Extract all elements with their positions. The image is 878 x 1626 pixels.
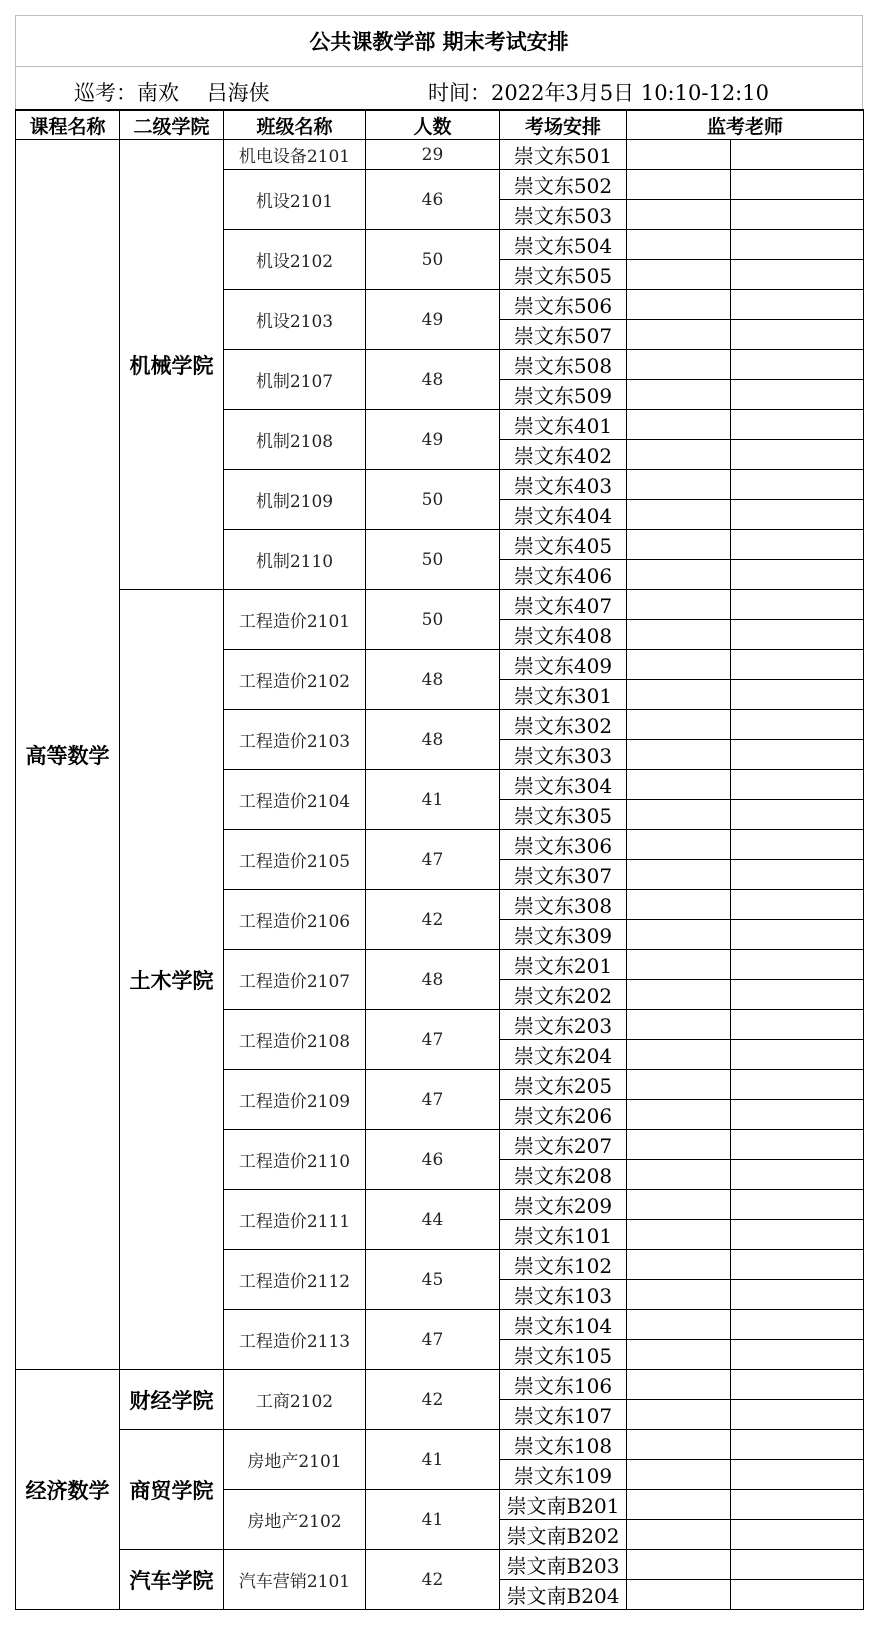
exam-room-cell: 崇文东301 [500,680,627,710]
teacher-cell-1[interactable] [627,1040,731,1070]
exam-schedule-sheet [15,15,863,1610]
course-name-cell: 高等数学 [16,140,120,1370]
exam-room-cell: 崇文东504 [500,230,627,260]
teacher-cell-2[interactable] [731,1040,864,1070]
student-count-cell: 50 [366,530,500,590]
class-name-cell: 工程造价2104 [224,770,366,830]
exam-room-cell: 崇文东306 [500,830,627,860]
exam-room-cell: 崇文东401 [500,410,627,440]
teacher-cell-1[interactable] [627,200,731,230]
teacher-cell-2[interactable] [731,530,864,560]
exam-room-cell: 崇文东502 [500,170,627,200]
invigilator-line: 巡考：南欢 吕海侠 [74,81,270,105]
teacher-cell-2[interactable] [731,740,864,770]
class-name-cell: 机制2108 [224,410,366,470]
teacher-cell-2[interactable] [731,680,864,710]
teacher-cell-2[interactable] [731,320,864,350]
teacher-cell-2[interactable] [731,140,864,170]
exam-room-cell: 崇文南B202 [500,1520,627,1550]
exam-room-cell: 崇文东303 [500,740,627,770]
teacher-cell-2[interactable] [731,230,864,260]
student-count-cell: 42 [366,1550,500,1610]
teacher-cell-1[interactable] [627,740,731,770]
teacher-cell-2[interactable] [731,1310,864,1340]
exam-room-cell: 崇文东407 [500,590,627,620]
teacher-cell-2[interactable] [731,440,864,470]
exam-room-cell: 崇文东508 [500,350,627,380]
teacher-cell-1[interactable] [627,1160,731,1190]
class-name-cell: 工程造价2107 [224,950,366,1010]
exam-room-cell: 崇文南B204 [500,1580,627,1610]
student-count-cell: 47 [366,1070,500,1130]
teacher-cell-2[interactable] [731,1340,864,1370]
class-name-cell: 机设2103 [224,290,366,350]
header-count: 人数 [366,110,500,140]
teacher-cell-1[interactable] [627,1190,731,1220]
teacher-cell-1[interactable] [627,950,731,980]
header-class: 班级名称 [224,110,366,140]
sheet-title: 公共课教学部 期末考试安排 [15,15,863,66]
teacher-cell-1[interactable] [627,170,731,200]
class-name-cell: 工程造价2106 [224,890,366,950]
teacher-cell-2[interactable] [731,1220,864,1250]
teacher-cell-2[interactable] [731,920,864,950]
teacher-cell-1[interactable] [627,530,731,560]
class-name-cell: 工程造价2111 [224,1190,366,1250]
teacher-cell-1[interactable] [627,1400,731,1430]
student-count-cell: 49 [366,410,500,470]
teacher-cell-1[interactable] [627,1370,731,1400]
teacher-cell-1[interactable] [627,680,731,710]
teacher-cell-1[interactable] [627,410,731,440]
class-name-cell: 机设2101 [224,170,366,230]
exam-room-cell: 崇文东505 [500,260,627,290]
teacher-cell-1[interactable] [627,620,731,650]
student-count-cell: 44 [366,1190,500,1250]
class-name-cell: 机设2102 [224,230,366,290]
teacher-cell-1[interactable] [627,920,731,950]
teacher-cell-2[interactable] [731,1100,864,1130]
class-name-cell: 工程造价2103 [224,710,366,770]
teacher-cell-2[interactable] [731,1130,864,1160]
student-count-cell: 41 [366,1490,500,1550]
exam-room-cell: 崇文东102 [500,1250,627,1280]
teacher-cell-1[interactable] [627,440,731,470]
teacher-cell-2[interactable] [731,1430,864,1460]
class-name-cell: 房地产2101 [224,1430,366,1490]
class-name-cell: 工程造价2101 [224,590,366,650]
teacher-cell-2[interactable] [731,380,864,410]
exam-room-cell: 崇文东201 [500,950,627,980]
teacher-cell-1[interactable] [627,470,731,500]
exam-room-cell: 崇文东106 [500,1370,627,1400]
student-count-cell: 46 [366,1130,500,1190]
student-count-cell: 41 [366,1430,500,1490]
time-line: 时间：2022年3月5日 10:10-12:10 [428,81,769,105]
exam-room-cell: 崇文南B201 [500,1490,627,1520]
teacher-cell-1[interactable] [627,1550,731,1580]
teacher-cell-1[interactable] [627,650,731,680]
teacher-cell-1[interactable] [627,800,731,830]
teacher-cell-1[interactable] [627,980,731,1010]
table-row [16,1430,864,1460]
exam-room-cell: 崇文东509 [500,380,627,410]
teacher-cell-2[interactable] [731,1010,864,1040]
exam-room-cell: 崇文东209 [500,1190,627,1220]
teacher-cell-2[interactable] [731,290,864,320]
teacher-cell-1[interactable] [627,1070,731,1100]
teacher-cell-2[interactable] [731,1370,864,1400]
college-name-cell: 机械学院 [120,140,224,590]
student-count-cell: 47 [366,1310,500,1370]
student-count-cell: 47 [366,830,500,890]
teacher-cell-2[interactable] [731,980,864,1010]
teacher-cell-2[interactable] [731,590,864,620]
class-name-cell: 工程造价2113 [224,1310,366,1370]
teacher-cell-2[interactable] [731,770,864,800]
student-count-cell: 50 [366,230,500,290]
teacher-cell-2[interactable] [731,560,864,590]
student-count-cell: 48 [366,950,500,1010]
teacher-cell-1[interactable] [627,1130,731,1160]
teacher-cell-1[interactable] [627,320,731,350]
teacher-cell-2[interactable] [731,800,864,830]
course-name-cell: 经济数学 [16,1370,120,1610]
teacher-cell-1[interactable] [627,590,731,620]
teacher-cell-2[interactable] [731,1250,864,1280]
teacher-cell-2[interactable] [731,950,864,980]
schedule-body [16,140,864,1610]
teacher-cell-1[interactable] [627,890,731,920]
teacher-cell-1[interactable] [627,860,731,890]
teacher-cell-2[interactable] [731,170,864,200]
teacher-cell-2[interactable] [731,1190,864,1220]
teacher-cell-2[interactable] [731,710,864,740]
class-name-cell: 工程造价2105 [224,830,366,890]
college-name-cell: 土木学院 [120,590,224,1370]
student-count-cell: 48 [366,710,500,770]
teacher-cell-1[interactable] [627,1520,731,1550]
teacher-cell-2[interactable] [731,890,864,920]
exam-room-cell: 崇文东104 [500,1310,627,1340]
teacher-cell-1[interactable] [627,710,731,740]
teacher-cell-1[interactable] [627,1010,731,1040]
student-count-cell: 42 [366,1370,500,1430]
teacher-cell-1[interactable] [627,500,731,530]
teacher-cell-1[interactable] [627,1310,731,1340]
exam-room-cell: 崇文东501 [500,140,627,170]
student-count-cell: 49 [366,290,500,350]
student-count-cell: 47 [366,1010,500,1070]
exam-room-cell: 崇文东109 [500,1460,627,1490]
teacher-cell-2[interactable] [731,1580,864,1610]
teacher-cell-1[interactable] [627,560,731,590]
exam-room-cell: 崇文东302 [500,710,627,740]
exam-room-cell: 崇文东105 [500,1340,627,1370]
header-course: 课程名称 [16,110,120,140]
header-room: 考场安排 [500,110,627,140]
exam-room-cell: 崇文东402 [500,440,627,470]
teacher-cell-1[interactable] [627,1460,731,1490]
class-name-cell: 工程造价2110 [224,1130,366,1190]
header-row [16,110,864,140]
teacher-cell-1[interactable] [627,1430,731,1460]
teacher-cell-2[interactable] [731,410,864,440]
student-count-cell: 45 [366,1250,500,1310]
college-name-cell: 商贸学院 [120,1430,224,1550]
teacher-cell-1[interactable] [627,1490,731,1520]
exam-room-cell: 崇文东406 [500,560,627,590]
teacher-cell-2[interactable] [731,860,864,890]
teacher-cell-1[interactable] [627,770,731,800]
class-name-cell: 工商2102 [224,1370,366,1430]
teacher-cell-1[interactable] [627,1280,731,1310]
class-name-cell: 机制2109 [224,470,366,530]
teacher-cell-1[interactable] [627,830,731,860]
class-name-cell: 工程造价2102 [224,650,366,710]
exam-room-cell: 崇文东103 [500,1280,627,1310]
teacher-cell-2[interactable] [731,1280,864,1310]
header-college: 二级学院 [120,110,224,140]
student-count-cell: 50 [366,470,500,530]
teacher-cell-2[interactable] [731,1550,864,1580]
teacher-cell-1[interactable] [627,350,731,380]
exam-room-cell: 崇文东101 [500,1220,627,1250]
teacher-cell-2[interactable] [731,500,864,530]
class-name-cell: 机制2107 [224,350,366,410]
student-count-cell: 29 [366,140,500,170]
table-row [16,1550,864,1580]
teacher-cell-2[interactable] [731,830,864,860]
class-name-cell: 工程造价2112 [224,1250,366,1310]
teacher-cell-2[interactable] [731,1520,864,1550]
teacher-cell-2[interactable] [731,1460,864,1490]
table-row [16,140,864,170]
exam-room-cell: 崇文东208 [500,1160,627,1190]
college-name-cell: 财经学院 [120,1370,224,1430]
class-name-cell: 机制2110 [224,530,366,590]
student-count-cell: 42 [366,890,500,950]
class-name-cell: 汽车营销2101 [224,1550,366,1610]
exam-room-cell: 崇文东205 [500,1070,627,1100]
teacher-cell-1[interactable] [627,1580,731,1610]
student-count-cell: 48 [366,650,500,710]
exam-room-cell: 崇文东309 [500,920,627,950]
teacher-cell-1[interactable] [627,140,731,170]
class-name-cell: 工程造价2108 [224,1010,366,1070]
table-row [16,590,864,620]
student-count-cell: 41 [366,770,500,830]
class-name-cell: 房地产2102 [224,1490,366,1550]
teacher-cell-1[interactable] [627,260,731,290]
teacher-cell-1[interactable] [627,290,731,320]
teacher-cell-2[interactable] [731,1160,864,1190]
exam-room-cell: 崇文东108 [500,1430,627,1460]
exam-room-cell: 崇文东405 [500,530,627,560]
exam-room-cell: 崇文东404 [500,500,627,530]
exam-room-cell: 崇文东207 [500,1130,627,1160]
exam-room-cell: 崇文东408 [500,620,627,650]
teacher-cell-2[interactable] [731,1070,864,1100]
exam-room-cell: 崇文东304 [500,770,627,800]
exam-room-cell: 崇文东107 [500,1400,627,1430]
class-name-cell: 工程造价2109 [224,1070,366,1130]
teacher-cell-2[interactable] [731,470,864,500]
teacher-cell-1[interactable] [627,230,731,260]
exam-room-cell: 崇文东202 [500,980,627,1010]
student-count-cell: 50 [366,590,500,650]
teacher-cell-2[interactable] [731,350,864,380]
exam-room-cell: 崇文东305 [500,800,627,830]
teacher-cell-1[interactable] [627,1250,731,1280]
exam-room-cell: 崇文东506 [500,290,627,320]
info-row [15,66,863,109]
exam-room-cell: 崇文东204 [500,1040,627,1070]
teacher-cell-1[interactable] [627,1220,731,1250]
teacher-cell-1[interactable] [627,1340,731,1370]
teacher-cell-2[interactable] [731,1490,864,1520]
teacher-cell-2[interactable] [731,1400,864,1430]
header-teacher: 监考老师 [627,110,864,140]
class-name-cell: 机电设备2101 [224,140,366,170]
teacher-cell-2[interactable] [731,200,864,230]
college-name-cell: 汽车学院 [120,1550,224,1610]
exam-room-cell: 崇文东507 [500,320,627,350]
student-count-cell: 46 [366,170,500,230]
exam-room-cell: 崇文南B203 [500,1550,627,1580]
exam-room-cell: 崇文东206 [500,1100,627,1130]
teacher-cell-2[interactable] [731,650,864,680]
exam-room-cell: 崇文东307 [500,860,627,890]
teacher-cell-1[interactable] [627,1100,731,1130]
exam-room-cell: 崇文东409 [500,650,627,680]
student-count-cell: 48 [366,350,500,410]
teacher-cell-1[interactable] [627,380,731,410]
exam-room-cell: 崇文东308 [500,890,627,920]
exam-room-cell: 崇文东403 [500,470,627,500]
exam-room-cell: 崇文东503 [500,200,627,230]
teacher-cell-2[interactable] [731,260,864,290]
exam-room-cell: 崇文东203 [500,1010,627,1040]
schedule-table [15,109,864,1610]
teacher-cell-2[interactable] [731,620,864,650]
table-row [16,1370,864,1400]
